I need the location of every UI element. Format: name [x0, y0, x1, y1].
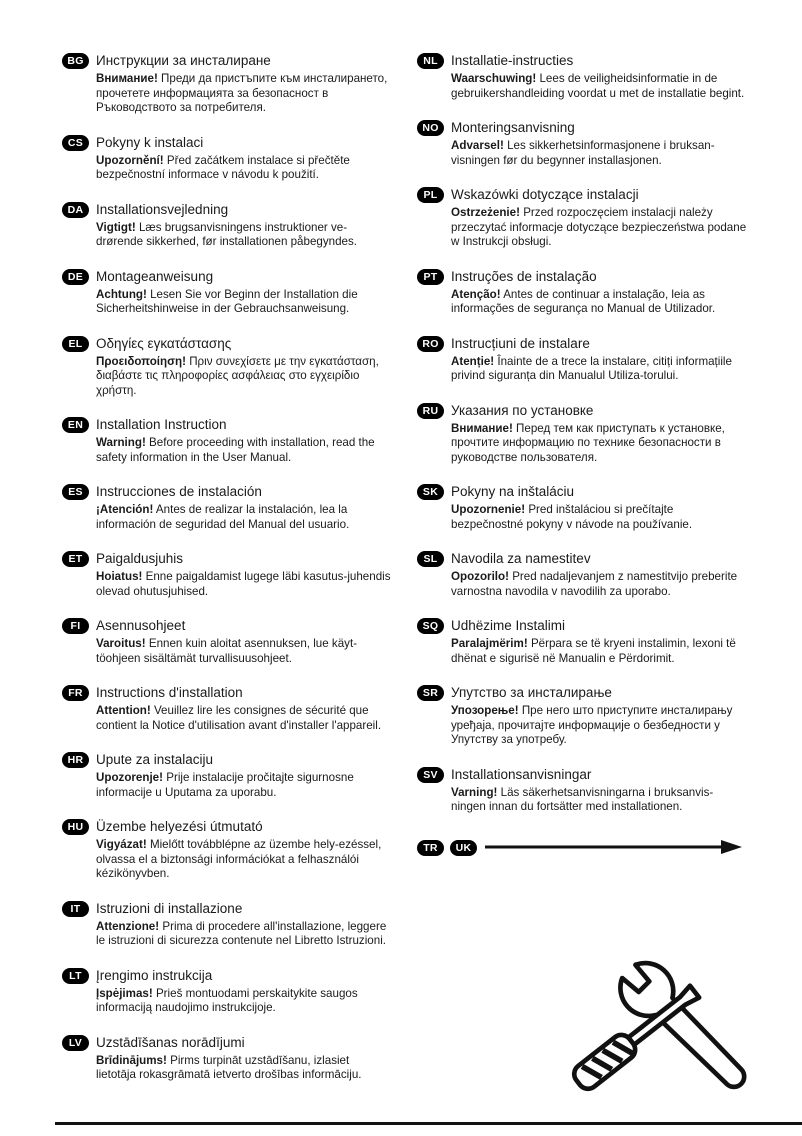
- language-code-badge: SL: [417, 551, 444, 567]
- entry-text: [451, 119, 747, 168]
- entry-title: Pokyny k instalaci: [96, 134, 204, 150]
- entry-body: [96, 637, 392, 666]
- entry-body: [96, 436, 392, 465]
- entry-warning-word: Hoiatus!: [96, 570, 143, 583]
- entry-body: [451, 72, 747, 101]
- entry-text: [96, 268, 392, 317]
- language-column-right: [417, 52, 747, 856]
- entry-text: [451, 550, 747, 599]
- language-code-badge: RU: [417, 403, 444, 419]
- entry-title: Instructions d'installation: [96, 685, 243, 700]
- language-entry: [417, 52, 747, 101]
- language-entry: [417, 617, 747, 666]
- entry-body: [96, 704, 392, 733]
- entry-title: Upute za instalaciju: [96, 752, 214, 767]
- entry-title: Οδηγίες εγκατάστασης: [96, 335, 232, 351]
- language-entry: [417, 550, 747, 599]
- language-entry: [62, 751, 392, 800]
- language-code-badge: IT: [62, 901, 89, 917]
- entry-warning-word: Upozorenje!: [96, 771, 163, 784]
- entry-title: Uzstādīšanas norādījumi: [96, 1034, 245, 1050]
- language-entry: [62, 201, 392, 250]
- entry-title: Installationsvejledning: [96, 201, 229, 217]
- entry-warning-word: Attenzione!: [96, 919, 160, 933]
- entry-body-text: Преди да пристъпите към инсталирането, прочетете информацията за безопасност в Ръководството за потребителя.: [96, 72, 388, 114]
- entry-body-text: Antes de realizar la instalación, lea la información de seguridad del Manual del usuario.: [96, 503, 350, 531]
- entry-body: [451, 704, 747, 748]
- entry-warning-word: Προειδοποίηση!: [96, 354, 186, 368]
- language-code-badge: ET: [62, 551, 89, 567]
- language-entry: [417, 483, 747, 532]
- language-code-badge: LV: [62, 1035, 89, 1051]
- wrench-icon: [611, 953, 760, 1102]
- entry-text: [96, 483, 392, 532]
- entry-text: [451, 617, 747, 666]
- language-code-badge: CS: [62, 135, 89, 151]
- entry-title: Installationsanvisningar: [451, 766, 592, 782]
- entry-body-text: Pirms turpināt uzstādīšanu, izlasiet lietotāja rokasgrāmatā ietverto drošības informāciju.: [96, 1053, 362, 1081]
- entry-warning-word: Atenção!: [451, 287, 501, 301]
- entry-body: [96, 355, 392, 399]
- entry-title: Упутство за инсталирање: [451, 685, 612, 700]
- language-entry: [62, 967, 392, 1016]
- entry-warning-word: Atenție!: [451, 354, 495, 368]
- language-entry: [62, 1034, 392, 1083]
- language-code-badge: BG: [62, 53, 89, 69]
- language-entry: [417, 186, 747, 250]
- tools-illustration: [552, 890, 767, 1110]
- entry-text: [451, 52, 747, 101]
- language-code-badge: RO: [417, 336, 444, 352]
- entry-title: Instrucciones de instalación: [96, 484, 262, 499]
- entry-text: [96, 684, 392, 733]
- entry-warning-word: Upozornenie!: [451, 503, 526, 516]
- entry-body-text: Përpara se të kryeni instalimin, lexoni të dhënat e sigurisë në Manualin e Përdorimit.: [451, 637, 736, 665]
- entry-title: Asennusohjeet: [96, 618, 186, 633]
- entry-warning-word: Упозорење!: [451, 704, 519, 717]
- entry-body-text: Prima di procedere all'installazione, leggere le istruzioni di sicurezza contenute nel Libretto Istruzioni.: [96, 919, 387, 947]
- entry-title: Wskazówki dotyczące instalacji: [451, 187, 639, 202]
- entry-text: [96, 134, 392, 183]
- wrench-screwdriver-icon: [552, 890, 767, 1105]
- entry-body: [451, 288, 747, 317]
- entry-body: [96, 154, 392, 183]
- entry-body: [96, 987, 392, 1016]
- entry-body-text: Enne paigaldamist lugege läbi kasutus-juhendis olevad ohutusjuhised.: [96, 570, 391, 598]
- entry-body-text: Пре него што приступите инсталирању уређаја, прочитајте информације о безбедности у Упутству за употребу.: [451, 704, 733, 746]
- entry-text: [96, 416, 392, 465]
- entry-title: Istruzioni di installazione: [96, 900, 243, 916]
- entry-warning-word: Varning!: [451, 785, 498, 799]
- entry-body: [451, 503, 747, 532]
- entry-body: [451, 786, 747, 815]
- entry-text: [451, 766, 747, 815]
- entry-body-text: Pred nadaljevanjem z namestitvijo preberite varnostna navodila v navodilih za uporabo.: [451, 570, 738, 598]
- entry-body: [96, 288, 392, 317]
- language-entry: [62, 134, 392, 183]
- entry-title: Navodila za namestitev: [451, 551, 591, 566]
- entry-body-text: Lees de veiligheidsinformatie in de gebruikershandleiding voordat u met de installatie begint.: [451, 72, 745, 100]
- entry-text: [96, 335, 392, 399]
- entry-body-text: Läs säkerhetsanvisningarna i bruksanvis-ningen innan du fortsätter med installationen.: [451, 785, 714, 813]
- entry-body-text: Veuillez lire les consignes de sécurité que contient la Notice d'utilisation avant d'installer l'appareil.: [96, 704, 382, 732]
- language-code-badge: ES: [62, 484, 89, 500]
- language-code-badge: NL: [417, 53, 444, 69]
- entry-title: Installatie-instructies: [451, 53, 574, 68]
- language-entry: [417, 766, 747, 815]
- entry-title: Указания по установке: [451, 402, 594, 418]
- entry-warning-word: Achtung!: [96, 287, 147, 301]
- entry-body-text: Przed rozpoczęciem instalacji należy przeczytać informacje dotyczące bezpieczeństwa podane w Instrukcji obsługi.: [451, 206, 747, 248]
- entry-warning-word: Внимание!: [96, 72, 158, 85]
- language-code-badge: UK: [450, 840, 477, 856]
- entry-title: Instruções de instalação: [451, 268, 597, 284]
- entry-body: [96, 771, 392, 800]
- entry-text: [451, 483, 747, 532]
- language-code-badge: SV: [417, 767, 444, 783]
- entry-title: Udhëzime Instalimi: [451, 618, 566, 633]
- entry-title: Paigaldusjuhis: [96, 551, 184, 566]
- language-entry: [417, 268, 747, 317]
- entry-warning-word: Warning!: [96, 436, 146, 449]
- entry-title: Įrengimo instrukcija: [96, 967, 213, 983]
- language-entry: [62, 416, 392, 465]
- language-entry: [62, 335, 392, 399]
- entry-body-text: Prieš montuodami perskaitykite saugos informaciją naudojimo instrukcijoje.: [96, 986, 358, 1014]
- language-code-badge: DE: [62, 269, 89, 285]
- language-entry: [417, 684, 747, 748]
- entry-text: [451, 186, 747, 250]
- language-code-badge: FR: [62, 685, 89, 701]
- language-entry: [62, 550, 392, 599]
- language-entry: [62, 483, 392, 532]
- entry-body-text: Prije instalacije pročitajte sigurnosne informacije u Uputama za uporabu.: [96, 771, 354, 799]
- entry-text: [451, 402, 747, 466]
- entry-text: [96, 201, 392, 250]
- entry-body-text: Before proceeding with installation, read the safety information in the User Manual.: [96, 436, 375, 464]
- entry-text: [451, 335, 747, 384]
- language-code-badge: HU: [62, 819, 89, 835]
- entry-text: [96, 52, 392, 116]
- entry-body: [451, 570, 747, 599]
- language-code-badge: NO: [417, 120, 444, 136]
- entry-title: Instrucțiuni de instalare: [451, 335, 590, 351]
- entry-text: [451, 268, 747, 317]
- entry-body-text: Перед тем как приступать к установке, прочтите информацию по технике безопасности в руководстве пользователя.: [451, 421, 725, 464]
- language-code-badge: PT: [417, 269, 444, 285]
- entry-body-text: Mielőtt továbblépne az üzembe hely-ezéssel, olvassa el a biztonsági információkat a felhasználói kézikönyvben.: [96, 838, 382, 880]
- language-entry: [417, 119, 747, 168]
- language-entry: [62, 617, 392, 666]
- language-entry: [62, 52, 392, 116]
- entry-text: [96, 900, 392, 949]
- language-code-badge: PL: [417, 187, 444, 203]
- entry-body-text: Πριν συνεχίσετε με την εγκατάσταση, διαβάστε τις πληροφορίες ασφάλειας στο εγχειρίδιο χρήστη.: [96, 354, 379, 397]
- entry-warning-word: Varoitus!: [96, 637, 146, 650]
- entry-warning-word: Įspėjimas!: [96, 986, 153, 1000]
- language-code-badge: EL: [62, 336, 89, 352]
- entry-body: [451, 637, 747, 666]
- language-code-badge: SQ: [417, 618, 444, 634]
- entry-body-text: Lesen Sie vor Beginn der Installation die Sicherheitshinweise in der Gebrauchsanweisung.: [96, 287, 358, 315]
- entry-body: [96, 570, 392, 599]
- entry-warning-word: Waarschuwing!: [451, 72, 537, 85]
- footer-codes: [417, 839, 477, 856]
- language-entry: [62, 900, 392, 949]
- entry-body: [451, 355, 747, 384]
- entry-title: Pokyny na inštaláciu: [451, 484, 575, 499]
- language-entry: [62, 684, 392, 733]
- language-code-badge: HR: [62, 752, 89, 768]
- entry-body-text: Antes de continuar a instalação, leia as informações de segurança no Manual de Utilizador.: [451, 287, 716, 315]
- entry-text: [96, 1034, 392, 1083]
- entry-warning-word: Внимание!: [451, 421, 513, 435]
- entry-title: Installation Instruction: [96, 417, 227, 432]
- language-code-badge: TR: [417, 840, 444, 856]
- entry-warning-word: Attention!: [96, 704, 151, 717]
- entry-warning-word: Brīdinājums!: [96, 1053, 167, 1067]
- entry-text: [96, 550, 392, 599]
- language-code-badge: SR: [417, 685, 444, 701]
- entry-body: [451, 206, 747, 250]
- entry-body: [451, 139, 747, 168]
- entry-body: [451, 422, 747, 466]
- entry-title: Üzembe helyezési útmutató: [96, 819, 263, 834]
- entry-body-text: Pred inštaláciou si prečítajte bezpečnostné pokyny v návode na používanie.: [451, 503, 693, 531]
- entry-body: [96, 920, 392, 949]
- entry-text: [96, 818, 392, 882]
- entry-warning-word: ¡Atención!: [96, 503, 154, 516]
- language-code-badge: EN: [62, 417, 89, 433]
- footer-language-row: [417, 839, 747, 856]
- entry-body: [96, 503, 392, 532]
- entry-text: [451, 684, 747, 748]
- language-entry: [62, 268, 392, 317]
- entry-body-text: Læs brugsanvisningens instruktioner ve-drørende sikkerhed, før installationen påbegyndes.: [96, 220, 358, 248]
- entry-body-text: Ennen kuin aloitat asennuksen, lue käyt-töohjeen sisältämät turvallisuusohjeet.: [96, 637, 358, 665]
- entry-text: [96, 751, 392, 800]
- entry-warning-word: Ostrzeżenie!: [451, 206, 520, 219]
- entry-text: [96, 617, 392, 666]
- entry-warning-word: Paralajmërim!: [451, 637, 528, 650]
- language-entry: [62, 818, 392, 882]
- entry-warning-word: Advarsel!: [451, 139, 504, 152]
- page-bottom-rule: [55, 1122, 802, 1125]
- language-code-badge: LT: [62, 968, 89, 984]
- arrow-right-icon: [485, 839, 743, 855]
- entry-body-text: Les sikkerhetsinformasjonene i bruksan-visningen før du begynner installasjonen.: [451, 139, 715, 167]
- entry-title: Montageanweisung: [96, 268, 214, 284]
- entry-body: [96, 838, 392, 882]
- entry-body: [96, 221, 392, 250]
- entry-text: [96, 967, 392, 1016]
- language-code-badge: SK: [417, 484, 444, 500]
- entry-body-text: Před začátkem instalace si přečtěte bezpečnostní informace v návodu k použití.: [96, 153, 350, 181]
- language-code-badge: DA: [62, 202, 89, 218]
- entry-title: Monteringsanvisning: [451, 120, 575, 135]
- language-code-badge: FI: [62, 618, 89, 634]
- entry-body: [96, 1054, 392, 1083]
- entry-title: Инструкции за инсталиране: [96, 53, 271, 68]
- entry-warning-word: Opozorilo!: [451, 570, 509, 583]
- language-entry: [417, 335, 747, 384]
- entry-warning-word: Vigtigt!: [96, 220, 136, 234]
- language-entry: [417, 402, 747, 466]
- language-column-left: [62, 52, 392, 1101]
- entry-body: [96, 72, 392, 116]
- entry-warning-word: Vigyázat!: [96, 838, 147, 851]
- entry-body-text: Înainte de a trece la instalare, citiți informațiile privind siguranța din Manualul Utiliza-torului.: [451, 354, 732, 382]
- entry-warning-word: Upozornění!: [96, 153, 164, 167]
